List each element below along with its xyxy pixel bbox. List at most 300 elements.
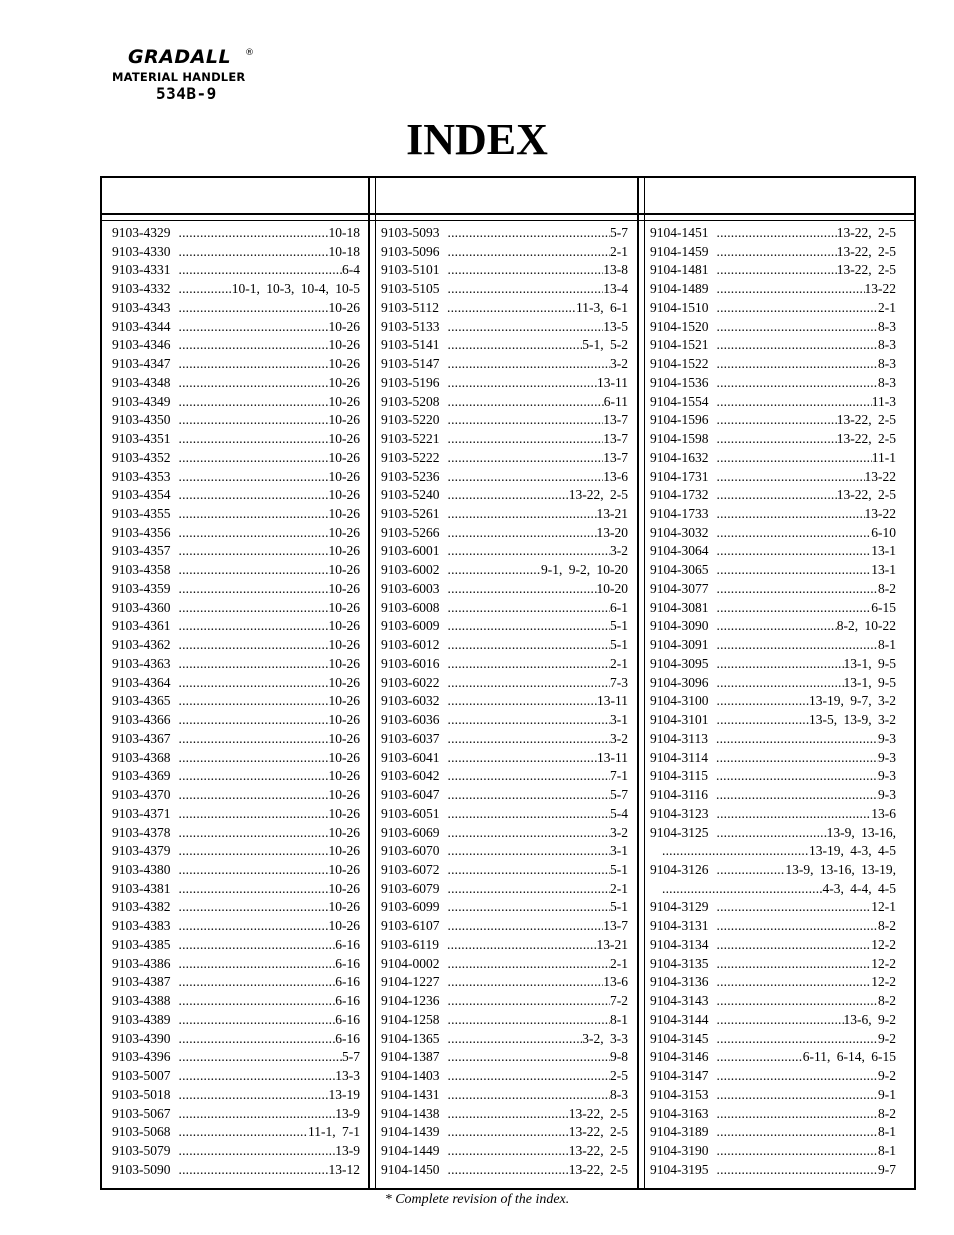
part-number: 9103-4346 (112, 337, 171, 353)
index-entry (650, 374, 896, 393)
part-number: 9104-3129 (650, 899, 709, 915)
index-entry (112, 936, 360, 955)
dot-leader (448, 973, 604, 992)
part-number: 9103-5208 (381, 393, 440, 409)
page-references: 10-26 (328, 318, 360, 334)
part-number: 9103-5079 (112, 1142, 171, 1158)
part-number: 9104-1438 (381, 1105, 440, 1121)
dot-leader (179, 692, 329, 711)
part-number: 9103-5236 (381, 468, 440, 484)
dot-leader (448, 1161, 569, 1180)
index-entry (112, 861, 360, 880)
part-number: 9104-3146 (650, 1049, 709, 1065)
page-references: 13-1, 9-5 (843, 655, 896, 671)
dot-leader (448, 655, 611, 674)
dot-leader (448, 861, 611, 880)
part-number: 9103-6051 (381, 805, 440, 821)
index-entry (381, 1086, 628, 1105)
dot-leader (448, 261, 604, 280)
index-entry (112, 580, 360, 599)
index-entry (650, 1086, 896, 1105)
page-references: 6-11, 6-14, 6-15 (802, 1049, 896, 1065)
page-references: 8-3 (878, 318, 896, 334)
part-number: 9104-3123 (650, 805, 709, 821)
index-entry (112, 468, 360, 487)
page-references: 12-2 (871, 974, 896, 990)
index-entry (112, 243, 360, 262)
index-entry (650, 711, 896, 730)
dot-leader (448, 767, 611, 786)
page-references: 6-16 (335, 993, 360, 1009)
part-number: 9103-6008 (381, 599, 440, 615)
part-number: 9103-4382 (112, 899, 171, 915)
index-entry (112, 355, 360, 374)
dot-leader (448, 917, 604, 936)
part-number: 9104-3115 (650, 768, 708, 784)
part-number: 9104-1632 (650, 449, 709, 465)
dot-leader (448, 393, 604, 412)
index-entry (112, 299, 360, 318)
dot-leader (448, 1086, 611, 1105)
part-number: 9104-3136 (650, 974, 709, 990)
dot-leader (179, 1142, 336, 1161)
page-references: 13-7 (603, 412, 628, 428)
part-number: 9103-4331 (112, 262, 171, 278)
index-entry (112, 692, 360, 711)
page-references: 13-6 (871, 805, 896, 821)
index-entry (650, 486, 896, 505)
dot-leader (717, 542, 872, 561)
dot-leader (717, 1011, 844, 1030)
part-number: 9103-6070 (381, 843, 440, 859)
page-references: 10-26 (328, 356, 360, 372)
page-references: 13-21 (596, 506, 628, 522)
part-number: 9104-3134 (650, 936, 709, 952)
index-entry (650, 393, 896, 412)
index-entry (381, 917, 628, 936)
part-number: 9104-3077 (650, 580, 709, 596)
page-references: 13-22, 2-5 (836, 487, 896, 503)
page-references: 8-3 (878, 337, 896, 353)
dot-leader (179, 917, 329, 936)
dot-leader (179, 243, 329, 262)
index-entry (112, 224, 360, 243)
dot-leader (448, 1011, 611, 1030)
index-entry (381, 1142, 628, 1161)
dot-leader (179, 655, 329, 674)
index-entry (381, 955, 628, 974)
page-references: 13-1 (871, 543, 896, 559)
page-references: 9-3 (878, 768, 896, 784)
part-number: 9103-4362 (112, 637, 171, 653)
page-references: 6-10 (871, 524, 896, 540)
dot-leader (717, 355, 879, 374)
part-number: 9104-3163 (650, 1105, 709, 1121)
part-number: 9103-4330 (112, 243, 171, 259)
page-references: 8-2 (878, 1105, 896, 1121)
page-references: 10-26 (328, 674, 360, 690)
page-references: 8-3 (878, 374, 896, 390)
dot-leader (179, 468, 329, 487)
page-references: 13-11 (597, 749, 628, 765)
dot-leader (179, 542, 329, 561)
dot-leader (716, 767, 878, 786)
dot-leader (448, 1030, 583, 1049)
dot-leader (179, 299, 329, 318)
index-entry (381, 1030, 628, 1049)
dot-leader (448, 992, 611, 1011)
part-number: 9103-6009 (381, 618, 440, 634)
page-references: 13-3 (335, 1068, 360, 1084)
dot-leader (448, 955, 611, 974)
page-references: 6-16 (335, 936, 360, 952)
page-references: 9-3 (878, 730, 896, 746)
dot-leader (717, 973, 872, 992)
page-references: 13-22 (864, 506, 896, 522)
part-number: 9103-4361 (112, 618, 171, 634)
part-number: 9103-4367 (112, 730, 171, 746)
dot-leader (717, 599, 872, 618)
index-entry (381, 449, 628, 468)
index-entry (381, 374, 628, 393)
part-number: 9103-4385 (112, 936, 171, 952)
dot-leader (717, 505, 865, 524)
dot-leader (179, 280, 232, 299)
index-entry (381, 393, 628, 412)
index-entry (381, 749, 628, 768)
page-references: 13-8 (603, 262, 628, 278)
part-number: 9104-3131 (650, 918, 709, 934)
dot-leader (179, 318, 329, 337)
dot-leader (448, 1048, 611, 1067)
page-references: 3-1 (610, 843, 628, 859)
page-references: 8-1 (878, 1142, 896, 1158)
page-references: 13-19, 4-3, 4-5 (809, 843, 896, 859)
index-entry (650, 1161, 896, 1180)
index-entry (381, 261, 628, 280)
dot-leader (179, 1067, 336, 1086)
dot-leader (179, 880, 329, 899)
dot-leader (179, 524, 329, 543)
index-entry (650, 468, 896, 487)
dot-leader (179, 430, 329, 449)
index-entry (112, 824, 360, 843)
index-entry (381, 992, 628, 1011)
index-entry (112, 505, 360, 524)
page-references: 2-5 (610, 1068, 628, 1084)
index-entry (381, 1067, 628, 1086)
dot-leader (179, 674, 329, 693)
dot-leader (179, 805, 329, 824)
index-entry (112, 1086, 360, 1105)
index-entry (650, 936, 896, 955)
part-number: 9104-1731 (650, 468, 709, 484)
index-entry (650, 805, 896, 824)
dot-leader (448, 711, 611, 730)
logo-subtitle: MATERIAL HANDLER (112, 70, 246, 84)
part-number: 9104-1387 (381, 1049, 440, 1065)
dot-leader (717, 1161, 879, 1180)
part-number: 9104-3147 (650, 1068, 709, 1084)
page-references: 9-2 (878, 1068, 896, 1084)
page-references: 10-26 (328, 655, 360, 671)
dot-leader (179, 505, 329, 524)
page-references: 10-26 (328, 487, 360, 503)
page-references: 3-2 (610, 543, 628, 559)
part-number: 9103-5222 (381, 449, 440, 465)
page-references: 12-1 (871, 899, 896, 915)
page-references: 13-5, 13-9, 3-2 (809, 712, 896, 728)
part-number: 9103-4354 (112, 487, 171, 503)
index-column-2 (381, 224, 628, 1179)
index-entry (381, 786, 628, 805)
index-entry (650, 561, 896, 580)
index-entry (650, 617, 896, 636)
page-references: 5-1 (610, 861, 628, 877)
index-entry (381, 1011, 628, 1030)
page-references: 13-22, 2-5 (836, 225, 896, 240)
dot-leader (717, 1142, 879, 1161)
index-entry (650, 674, 896, 693)
index-entry (381, 617, 628, 636)
part-number: 9103-4348 (112, 374, 171, 390)
dot-leader (717, 486, 837, 505)
part-number: 9103-5220 (381, 412, 440, 428)
index-entry (650, 580, 896, 599)
part-number: 9104-3032 (650, 524, 709, 540)
index-entry (381, 299, 628, 318)
part-number: 9104-3114 (650, 749, 708, 765)
part-number: 9104-1522 (650, 356, 709, 372)
part-number: 9104-1554 (650, 393, 709, 409)
dot-leader (717, 468, 865, 487)
page-references: 11-3 (871, 393, 896, 409)
index-entry (112, 617, 360, 636)
dot-leader (717, 280, 865, 299)
page-references: 10-26 (328, 637, 360, 653)
index-entry (381, 655, 628, 674)
page-references: 13-22, 2-5 (568, 1161, 628, 1177)
index-entry (650, 767, 896, 786)
page-references: 9-2 (878, 1030, 896, 1046)
dot-leader (448, 524, 597, 543)
index-entry (112, 992, 360, 1011)
page-references: 13-7 (603, 431, 628, 447)
part-number: 9103-4371 (112, 805, 171, 821)
part-number: 9103-4388 (112, 993, 171, 1009)
index-entry (381, 805, 628, 824)
dot-leader (717, 805, 872, 824)
part-number: 9103-4369 (112, 768, 171, 784)
part-number: 9103-4389 (112, 1011, 171, 1027)
part-number: 9103-6032 (381, 693, 440, 709)
dot-leader (717, 1048, 803, 1067)
index-entry (112, 786, 360, 805)
part-number: 9103-4381 (112, 880, 171, 896)
index-entry (381, 580, 628, 599)
page-references: 10-26 (328, 712, 360, 728)
dot-leader (448, 842, 611, 861)
index-entry (112, 636, 360, 655)
page-references: 13-21 (596, 936, 628, 952)
part-number: 9103-4383 (112, 918, 171, 934)
index-entry (650, 411, 896, 430)
page-references: 8-2 (878, 993, 896, 1009)
page-references: 8-3 (878, 356, 896, 372)
page-references: 7-1 (610, 768, 628, 784)
dot-leader (716, 786, 878, 805)
part-number: 9104-3096 (650, 674, 709, 690)
part-number: 9103-5090 (112, 1161, 171, 1177)
page-references: 5-7 (610, 225, 628, 240)
dot-leader (717, 917, 879, 936)
part-number: 9103-4355 (112, 506, 171, 522)
page-references: 13-6 (603, 468, 628, 484)
part-number: 9103-4349 (112, 393, 171, 409)
page-references: 10-26 (328, 899, 360, 915)
dot-leader (717, 224, 837, 243)
index-entry (112, 767, 360, 786)
index-entry (650, 692, 896, 711)
index-entry (650, 786, 896, 805)
index-entry (381, 468, 628, 487)
index-entry (381, 411, 628, 430)
index-entry (112, 898, 360, 917)
footnote: * Complete revision of the index. (384, 1192, 570, 1207)
dot-leader (179, 561, 329, 580)
page-references: 13-9, 13-16, 13-19, (785, 861, 896, 877)
index-entry (381, 711, 628, 730)
dot-leader (717, 936, 872, 955)
index-column-1 (112, 224, 360, 1179)
index-entry (381, 243, 628, 262)
index-entry-continuation (650, 880, 896, 899)
index-entry (381, 767, 628, 786)
index-entry (381, 861, 628, 880)
page-references: 6-16 (335, 1011, 360, 1027)
dot-leader (717, 449, 872, 468)
page-references: 13-22, 2-5 (568, 1105, 628, 1121)
dot-leader (717, 636, 879, 655)
index-entry (650, 636, 896, 655)
page-references: 10-26 (328, 861, 360, 877)
page-references: 10-26 (328, 412, 360, 428)
page-references: 2-1 (610, 955, 628, 971)
page-references: 11-3, 6-1 (576, 299, 628, 315)
index-entry (381, 636, 628, 655)
dot-leader (448, 280, 604, 299)
index-entry (381, 505, 628, 524)
index-entry (112, 842, 360, 861)
part-number: 9104-3101 (650, 712, 709, 728)
dot-leader (179, 898, 329, 917)
page-references: 5-4 (610, 805, 628, 821)
part-number: 9103-6012 (381, 637, 440, 653)
dot-leader (448, 692, 598, 711)
page-references: 9-3 (878, 787, 896, 803)
page-references: 10-26 (328, 693, 360, 709)
page-references: 10-26 (328, 730, 360, 746)
dot-leader (179, 936, 336, 955)
page-references: 10-26 (328, 431, 360, 447)
index-entry (112, 561, 360, 580)
part-number: 9103-5147 (381, 356, 440, 372)
dot-leader (448, 824, 611, 843)
page-references: 10-26 (328, 880, 360, 896)
index-entry (381, 936, 628, 955)
page-references: 10-26 (328, 299, 360, 315)
dot-leader (717, 1086, 879, 1105)
page-references: 11-1, 7-1 (308, 1124, 360, 1140)
part-number: 9104-3190 (650, 1142, 709, 1158)
index-entry (650, 861, 896, 880)
index-entry (381, 1048, 628, 1067)
index-entry (650, 1067, 896, 1086)
part-number: 9103-5240 (381, 487, 440, 503)
dot-leader (448, 542, 611, 561)
index-entry (381, 430, 628, 449)
index-entry (112, 711, 360, 730)
part-number: 9103-4370 (112, 787, 171, 803)
page-references: 10-26 (328, 374, 360, 390)
page-references: 6-15 (871, 599, 896, 615)
part-number: 9103-4365 (112, 693, 171, 709)
page-references: 13-7 (603, 918, 628, 934)
page-references: 5-1 (610, 637, 628, 653)
part-number: 9103-6016 (381, 655, 440, 671)
part-number: 9103-5093 (381, 225, 440, 240)
part-number: 9104-1520 (650, 318, 709, 334)
index-entry (381, 1161, 628, 1180)
index-entry (650, 917, 896, 936)
part-number: 9104-1510 (650, 299, 709, 315)
index-entry (650, 430, 896, 449)
dot-leader (179, 1030, 336, 1049)
index-entry (112, 430, 360, 449)
dot-leader (448, 617, 611, 636)
part-number: 9104-3113 (650, 730, 708, 746)
page-references: 13-22 (864, 468, 896, 484)
index-entry-continuation (650, 842, 896, 861)
index-entry (381, 1105, 628, 1124)
part-number: 9103-5105 (381, 281, 440, 297)
page-references: 10-26 (328, 337, 360, 353)
page-references: 13-4 (603, 281, 628, 297)
page-references: 6-16 (335, 955, 360, 971)
part-number: 9104-3081 (650, 599, 709, 615)
dot-leader (448, 580, 597, 599)
page-references: 13-19 (328, 1086, 360, 1102)
page-references: 2-1 (610, 655, 628, 671)
index-entry (381, 486, 628, 505)
index-entry (381, 524, 628, 543)
part-number: 9103-4357 (112, 543, 171, 559)
dot-leader (179, 336, 329, 355)
part-number: 9103-5141 (381, 337, 440, 353)
dot-leader (448, 355, 611, 374)
index-entry (112, 411, 360, 430)
dot-leader (717, 1105, 879, 1124)
dot-leader (717, 992, 879, 1011)
page-references: 10-18 (328, 243, 360, 259)
part-number: 9104-3195 (650, 1161, 709, 1177)
dot-leader (179, 992, 336, 1011)
dot-leader (448, 674, 611, 693)
page-references: 8-1 (610, 1011, 628, 1027)
page-references: 2-1 (610, 880, 628, 896)
page-references: 13-22, 2-5 (836, 262, 896, 278)
index-entry (650, 1030, 896, 1049)
